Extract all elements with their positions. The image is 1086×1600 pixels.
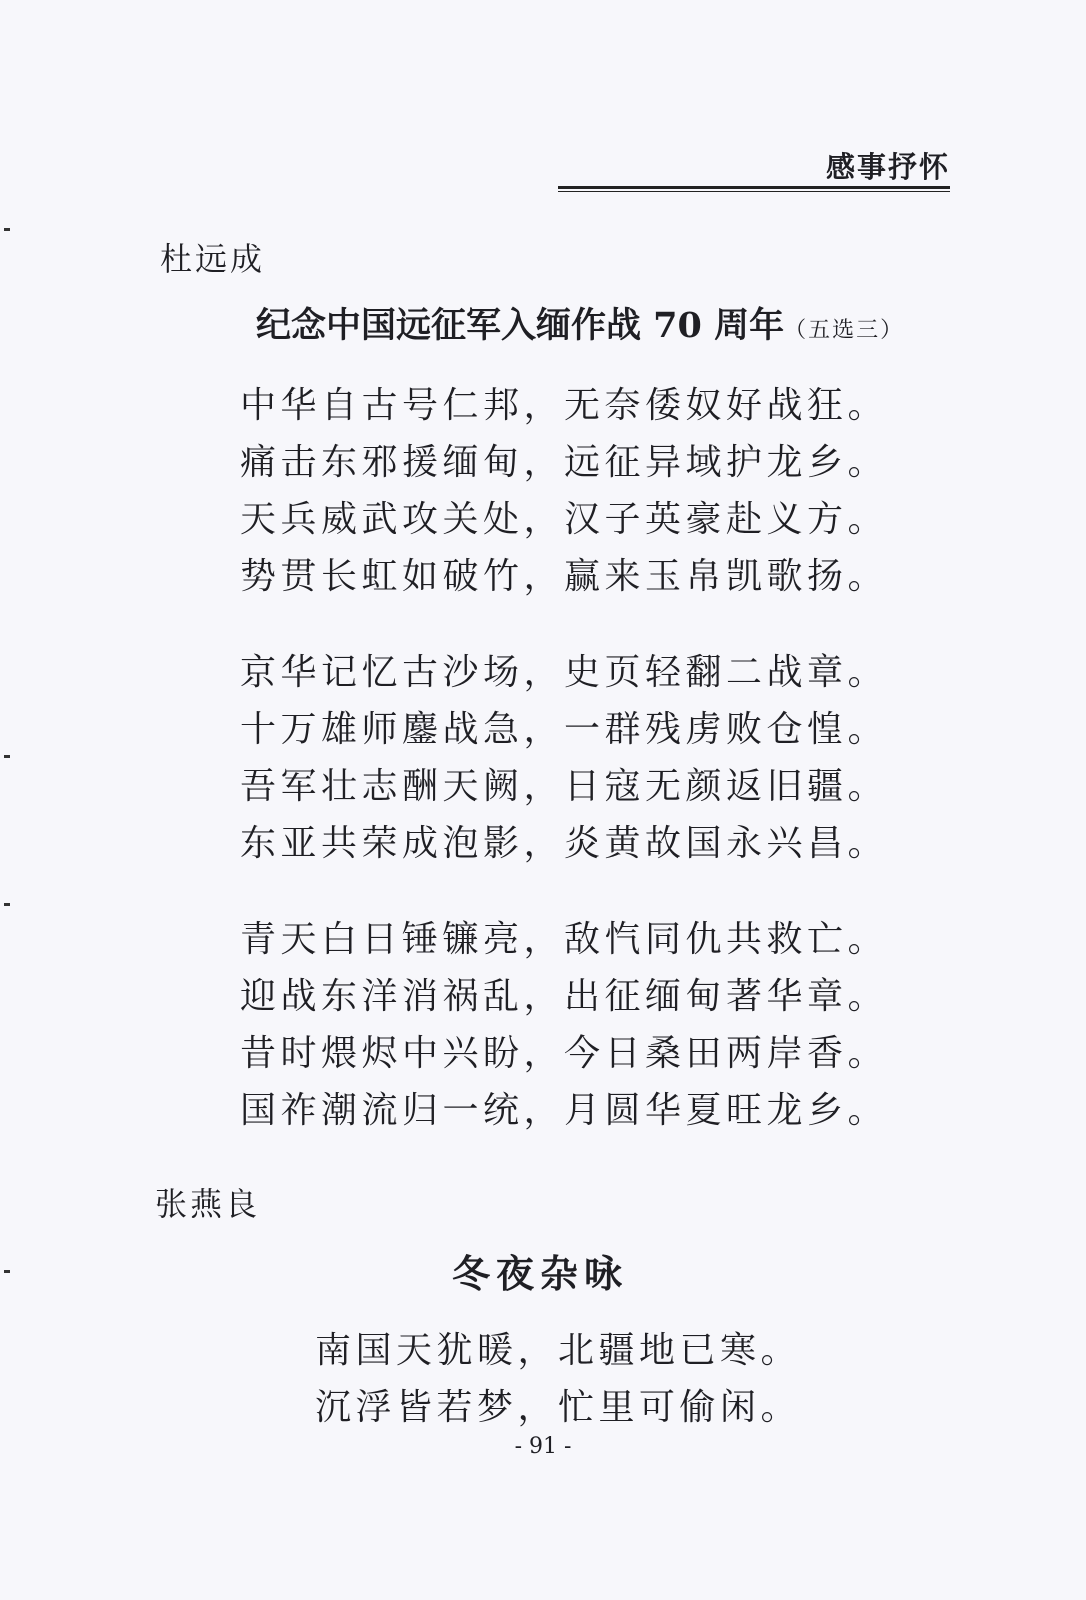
poem-line: 昔时煨烬中兴盼，今日桑田两岸香。 bbox=[240, 1033, 889, 1074]
poem2-author: 张燕良 bbox=[155, 1185, 261, 1223]
poem-line: 国祚潮流归一统，月圆华夏旺龙乡。 bbox=[240, 1090, 889, 1131]
scan-mark bbox=[4, 755, 10, 758]
poem2-title: 冬夜杂咏 bbox=[452, 1251, 629, 1296]
poem2-stanza bbox=[315, 1322, 801, 1436]
poem-line: 东亚共荣成泡影，炎黄故国永兴昌。 bbox=[240, 823, 889, 864]
poem1-stanza-1 bbox=[240, 377, 888, 605]
scan-mark bbox=[4, 228, 10, 231]
header-rule bbox=[558, 186, 950, 193]
scan-mark bbox=[4, 903, 10, 906]
poem1-title-note: （五选三） bbox=[784, 318, 905, 343]
poem1-title-text: 纪念中国远征军入缅作战 70 周年 bbox=[256, 305, 785, 346]
poem-line: 京华记忆古沙场，史页轻翻二战章。 bbox=[240, 652, 889, 693]
poem-line: 青天白日锤镰亮，敌忾同仇共救亡。 bbox=[240, 919, 889, 960]
poem-line: 十万雄师鏖战急，一群残虏败仓惶。 bbox=[240, 709, 889, 750]
section-header: 感事抒怀 bbox=[825, 150, 950, 184]
poem1-stanza-3 bbox=[240, 911, 888, 1139]
poem-line: 天兵威武攻关处，汉子英豪赴义方。 bbox=[240, 499, 889, 540]
poem1-title bbox=[256, 305, 905, 346]
poem-line: 吾军壮志酬天阙，日寇无颜返旧疆。 bbox=[240, 766, 889, 807]
poem-line: 南国天犹暖，北疆地已寒。 bbox=[315, 1330, 802, 1371]
page-number: - 91 - bbox=[514, 1434, 572, 1459]
poem1-stanza-2 bbox=[240, 644, 888, 872]
poem-line: 迎战东洋消祸乱，出征缅甸著华章。 bbox=[240, 976, 889, 1017]
poem-line: 中华自古号仁邦，无奈倭奴好战狂。 bbox=[240, 385, 889, 426]
poem-line: 势贯长虹如破竹，赢来玉帛凯歌扬。 bbox=[240, 556, 889, 597]
poem-line: 痛击东邪援缅甸，远征异域护龙乡。 bbox=[240, 442, 889, 483]
poem-line: 沉浮皆若梦，忙里可偷闲。 bbox=[315, 1387, 802, 1428]
scan-mark bbox=[4, 1270, 10, 1273]
poem1-author: 杜远成 bbox=[160, 240, 266, 278]
